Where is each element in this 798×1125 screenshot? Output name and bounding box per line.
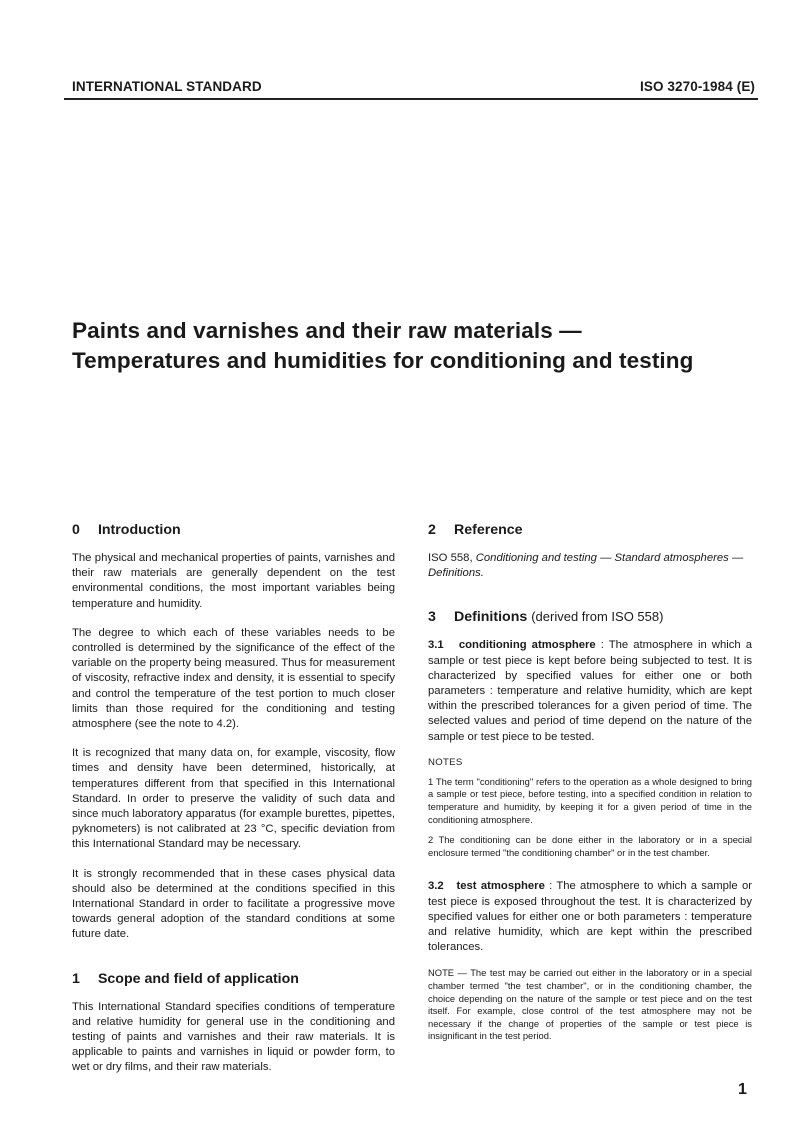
section-title: Scope and field of application bbox=[97, 970, 299, 987]
intro-paragraph-1: The physical and mechanical properties of paints, varnishes and their raw materials are generally dependent on the test environmental conditions, the most important variables being temperature and humidity. bbox=[72, 552, 395, 610]
definition-text: : The atmosphere in which a sample or test piece is kept before being subjected to test. It is characterized by specified values for either one or both parameters : temperature and relative humidity, which are kept within the prescribed tolerances for a given period of time. The selected values and period of time depend on the nature of the sample or test piece to be tested. bbox=[428, 639, 752, 743]
section-heading-definitions bbox=[428, 609, 752, 625]
section-number: 1 bbox=[72, 970, 80, 987]
section-number: 2 bbox=[428, 522, 436, 538]
definition-term: test atmosphere bbox=[456, 880, 545, 893]
section-number: 0 bbox=[72, 522, 80, 538]
reference-doc-title: Conditioning and testing — Standard atmospheres — Definitions. bbox=[428, 552, 744, 580]
definition-text: : The atmosphere to which a sample or test piece is exposed throughout the test. It is characterized by specified values for either one or both parameters : temperature and relative humidity, which are kept within the prescribed tolerances. bbox=[428, 880, 753, 954]
reference-paragraph bbox=[428, 551, 752, 581]
section-title: Definitions bbox=[453, 609, 528, 626]
right-column bbox=[428, 522, 752, 1051]
notes-label: NOTES bbox=[428, 756, 463, 768]
note-test-atmosphere: NOTE — The test may be carried out either in the laboratory or in a special chamber termed "the test chamber", or in the conditioning chamber, the choice depending on the nature of the sample or test piece and on the test itself. For example, close control of the test atmosphere may not be necessary if the change of properties of the sample or test piece is insignificant in the test period. bbox=[428, 967, 752, 1042]
left-column bbox=[72, 522, 395, 1090]
intro-paragraph-4: It is strongly recommended that in these cases physical data should also be determined at the conditions specified in this International Standard in order to facilitate a progressive move towards general adoption of the standard conditions at some future date. bbox=[72, 867, 395, 941]
section-title: Introduction bbox=[97, 522, 181, 538]
page-number: 1 bbox=[738, 1081, 747, 1098]
intro-paragraph-2: The degree to which each of these variables needs to be controlled is determined by the significance of the effect of the variable on the property being measured. Thus for measurement of viscosity, refractive index and density, it is essential to specify and control the temperature of the test portion to much closer limits than those required for the conditioning and testing atmosphere (see the note to 4.2). bbox=[72, 626, 395, 731]
reference-doc-number: ISO 558, bbox=[428, 552, 473, 564]
intro-paragraph-3: It is recognized that many data on, for example, viscosity, flow times and density have been determined, historically, at temperatures different from that specified in this International Standard. In order to preserve the validity of such data and since much laboratory apparatus (for example burettes, pipettes, pyknometers) is not calibrated at 23 °C, specific deviation from this International Standard may be necessary. bbox=[72, 747, 395, 851]
standard-type-header: INTERNATIONAL STANDARD bbox=[72, 79, 262, 94]
section-title: Reference bbox=[453, 522, 523, 538]
scope-paragraph: This International Standard specifies conditions of temperature and relative humidity for general use in the conditioning and testing of paints and varnishes and their raw materials. It is applicable to paints and varnishes in liquid or powder form, to wet or dry films, and their raw materials. bbox=[72, 1000, 395, 1074]
section-number: 3 bbox=[428, 609, 436, 626]
definition-conditioning-atmosphere bbox=[428, 638, 752, 744]
section-heading-introduction bbox=[72, 522, 395, 538]
document-title bbox=[72, 316, 772, 376]
standard-number-header: ISO 3270-1984 (E) bbox=[640, 79, 756, 94]
title-line-1: Paints and varnishes and their raw materials — bbox=[72, 318, 582, 343]
definition-number: 3.2 bbox=[428, 880, 444, 893]
title-line-2: Temperatures and humidities for conditioning and testing bbox=[72, 348, 694, 373]
note-1: 1 The term "conditioning" refers to the operation as a whole designed to bring a sample or test piece, before testing, into a specified condition in relation to temperature and humidity, by keeping it for a given period of time in the conditioning atmosphere. bbox=[428, 775, 752, 825]
section-heading-reference bbox=[428, 522, 752, 538]
definition-test-atmosphere bbox=[428, 879, 752, 955]
section-subtitle: (derived from ISO 558) bbox=[531, 609, 664, 625]
section-heading-scope bbox=[72, 971, 395, 987]
header-divider bbox=[64, 98, 758, 100]
definition-term: conditioning atmosphere bbox=[458, 639, 596, 652]
note-2: 2 The conditioning can be done either in the laboratory or in a special enclosure termed "the conditioning chamber" or in the test chamber. bbox=[428, 834, 752, 858]
definition-number: 3.1 bbox=[428, 639, 444, 652]
